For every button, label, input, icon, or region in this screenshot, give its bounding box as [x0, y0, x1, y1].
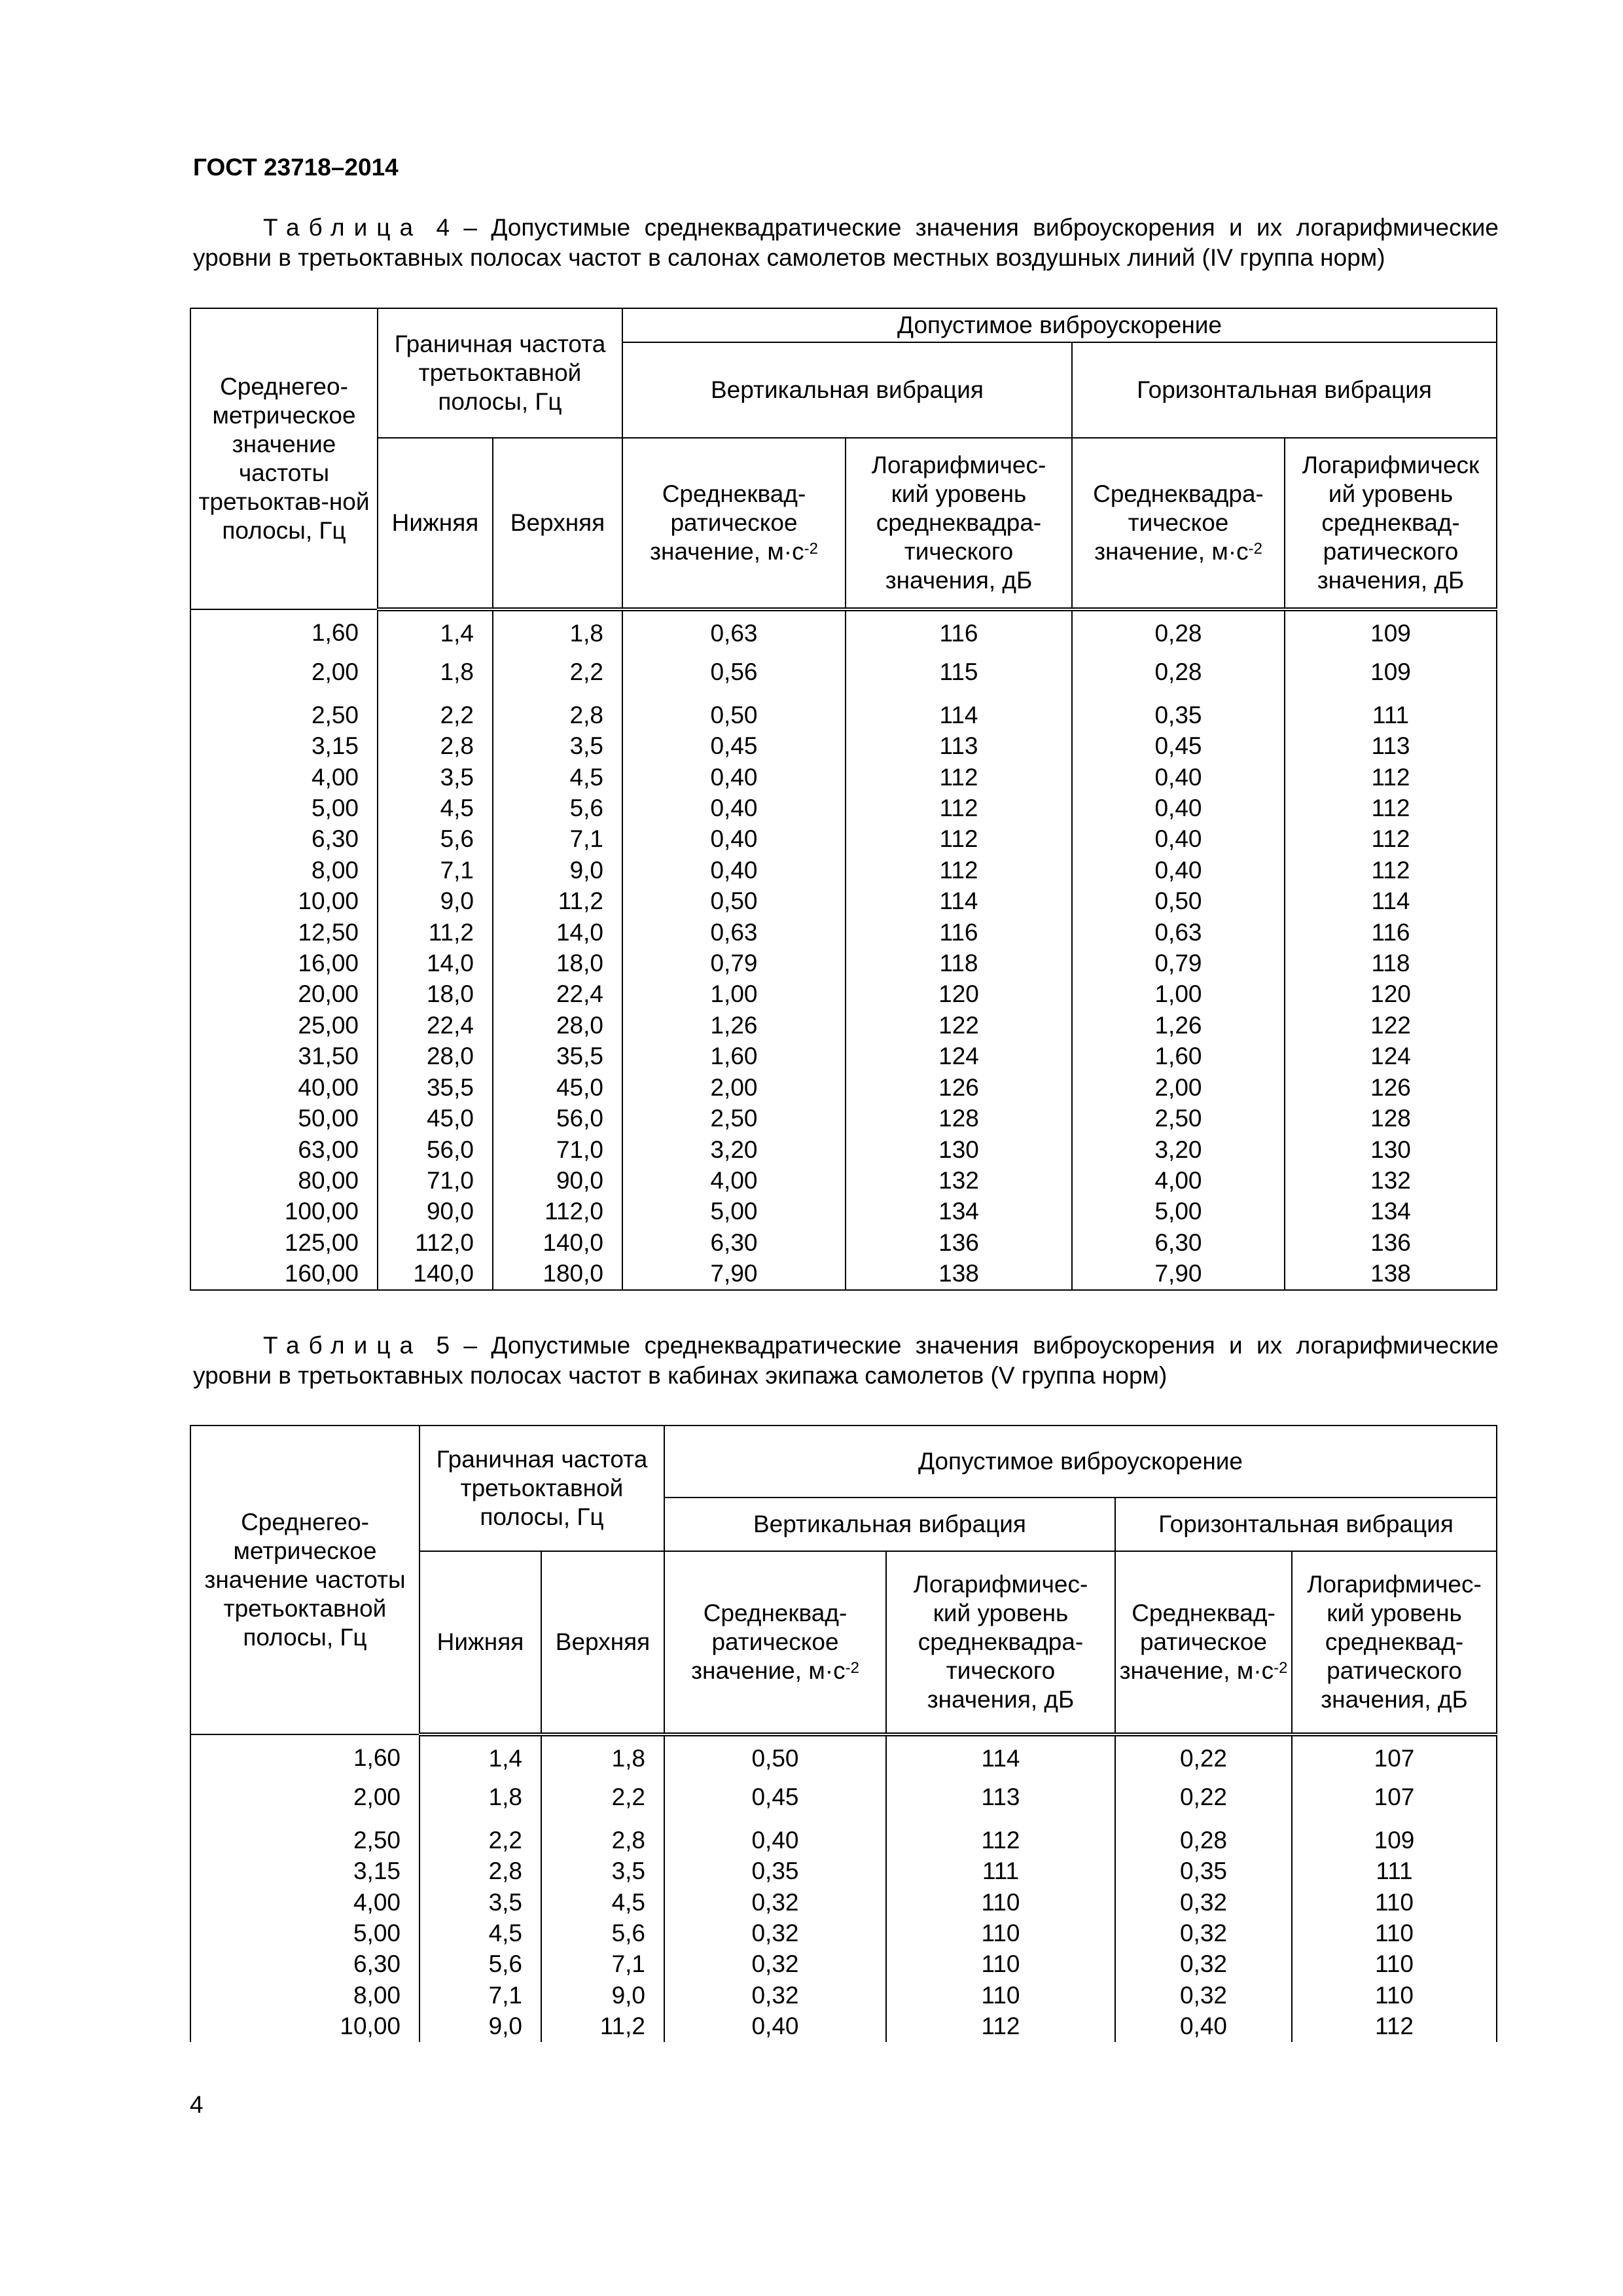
table-cell: 1,8: [378, 656, 493, 699]
table-cell: 0,35: [1115, 1856, 1292, 1886]
table-cell: 2,8: [541, 1825, 664, 1856]
table-cell: 4,5: [493, 762, 622, 793]
upper-header: Верхняя: [493, 438, 622, 609]
table-row: [190, 1825, 1497, 1856]
table-cell: 0,40: [1072, 855, 1285, 886]
table-cell: 0,32: [1115, 1980, 1292, 2011]
table-cell: 4,00: [622, 1165, 846, 1196]
table-cell: 0,79: [1072, 948, 1285, 978]
table-cell: 107: [1292, 1734, 1497, 1782]
table-cell: 5,00: [190, 1918, 419, 1948]
table-cell: 112: [846, 855, 1072, 886]
table-cell: 124: [1285, 1041, 1497, 1071]
table-row: [190, 1782, 1497, 1824]
table-cell: 0,32: [664, 1918, 886, 1948]
table-cell: 4,00: [190, 1887, 419, 1918]
table-cell: 5,6: [378, 823, 493, 854]
table-cell: 22,4: [493, 978, 622, 1009]
table-cell: 0,22: [1115, 1734, 1292, 1782]
table-cell: 14,0: [378, 948, 493, 978]
freq-header: Среднегео-метрическое значение частоты третьоктавной полосы, Гц: [190, 1426, 419, 1734]
table-cell: 134: [846, 1196, 1072, 1227]
table-cell: 71,0: [378, 1165, 493, 1196]
band-header: Граничная частота третьоктавной полосы, Гц: [419, 1426, 664, 1551]
horizontal-header: Горизонтальная вибрация: [1072, 342, 1497, 438]
table-cell: 140,0: [378, 1258, 493, 1289]
table-cell: 1,8: [493, 609, 622, 656]
table4-caption-lead: Таблица: [263, 214, 423, 241]
table-cell: 180,0: [493, 1258, 622, 1289]
table-cell: 109: [1285, 609, 1497, 656]
table-row: [190, 948, 1497, 978]
table-cell: 10,00: [190, 2011, 419, 2041]
lower-header: Нижняя: [419, 1551, 541, 1734]
table-cell: 0,45: [664, 1782, 886, 1824]
table-cell: 0,50: [622, 700, 846, 730]
table-cell: 110: [886, 1887, 1115, 1918]
table-cell: 2,2: [419, 1825, 541, 1856]
table-cell: 132: [1285, 1165, 1497, 1196]
allowed-header: Допустимое виброускорение: [622, 308, 1497, 342]
table-cell: 4,5: [541, 1887, 664, 1918]
table-cell: 114: [846, 886, 1072, 916]
table-cell: 5,00: [622, 1196, 846, 1227]
upper-header: Верхняя: [541, 1551, 664, 1734]
table-cell: 7,1: [541, 1948, 664, 1979]
table-cell: 118: [846, 948, 1072, 978]
table-cell: 111: [1292, 1856, 1497, 1886]
table-cell: 112: [1285, 793, 1497, 823]
table5-caption: [193, 1331, 1499, 1391]
table-row: [190, 1948, 1497, 1979]
table-cell: 0,35: [664, 1856, 886, 1886]
table-cell: 0,63: [1072, 917, 1285, 948]
vertical-header: Вертикальная вибрация: [622, 342, 1072, 438]
v-rms-header: Среднеквад-ратическое значение, $м\cdot с^{-2}$: [664, 1551, 886, 1734]
table-cell: 1,4: [419, 1734, 541, 1782]
table-cell: 128: [1285, 1103, 1497, 1134]
table-cell: 138: [846, 1258, 1072, 1289]
table-cell: 7,1: [493, 823, 622, 854]
table-cell: 0,28: [1072, 656, 1285, 699]
table-cell: 0,79: [622, 948, 846, 978]
table-cell: 1,60: [190, 1734, 419, 1782]
table-cell: 2,8: [493, 700, 622, 730]
table-cell: 113: [846, 730, 1072, 761]
table-cell: 31,50: [190, 1041, 378, 1071]
table-cell: 0,32: [1115, 1948, 1292, 1979]
table-cell: 16,00: [190, 948, 378, 978]
table-cell: 120: [846, 978, 1072, 1009]
allowed-header: Допустимое виброускорение: [664, 1426, 1497, 1498]
v-rms-header: Среднеквад-ратическое значение, $м\cdot с^{-2}$: [622, 438, 846, 609]
table-cell: 126: [1285, 1072, 1497, 1103]
table5-caption-text: 5 – Допустимые среднеквадратические значения виброускорения и их логарифмические уровни в третьоктавных полосах частот в кабинах экипажа самолетов (V группа норм): [193, 1332, 1499, 1389]
table-cell: 113: [1285, 730, 1497, 761]
table-row: [190, 1165, 1497, 1196]
table-cell: 0,40: [622, 855, 846, 886]
table-cell: 4,00: [1072, 1165, 1285, 1196]
table-cell: 0,40: [622, 762, 846, 793]
table-cell: 5,00: [190, 793, 378, 823]
table-cell: 5,6: [493, 793, 622, 823]
table-cell: 9,0: [419, 2011, 541, 2041]
table-cell: 0,40: [1072, 793, 1285, 823]
table4-caption-text: 4 – Допустимые среднеквадратические значения виброускорения и их логарифмические уровни в третьоктавных полосах частот в салонах самолетов местных воздушных линий (IV группа норм): [193, 214, 1499, 271]
table-cell: 0,32: [1115, 1887, 1292, 1918]
table-cell: 116: [1285, 917, 1497, 948]
table-row: [190, 886, 1497, 916]
table-cell: 56,0: [493, 1103, 622, 1134]
table-cell: 5,00: [1072, 1196, 1285, 1227]
v-log-header: Логарифмичес-кий уровень среднеквадра-тического значения, дБ: [886, 1551, 1115, 1734]
table-cell: 0,40: [622, 823, 846, 854]
table-cell: 1,60: [622, 1041, 846, 1071]
table-cell: 0,63: [622, 609, 846, 656]
table-cell: 112: [846, 762, 1072, 793]
v-log-header: Логарифмичес-кий уровень среднеквадра-тического значения, дБ: [846, 438, 1072, 609]
table-cell: 0,45: [622, 730, 846, 761]
table-cell: 12,50: [190, 917, 378, 948]
table-row: [190, 1734, 1497, 1782]
table-row: [190, 1258, 1497, 1289]
table-cell: 112: [886, 2011, 1115, 2041]
table5-caption-lead: Таблица: [263, 1332, 423, 1359]
table-cell: 25,00: [190, 1010, 378, 1041]
table-cell: 112: [1285, 855, 1497, 886]
table-cell: 71,0: [493, 1134, 622, 1165]
table-cell: 0,32: [664, 1887, 886, 1918]
table-cell: 10,00: [190, 886, 378, 916]
page-number: 4: [190, 2091, 204, 2118]
table-row: [190, 1887, 1497, 1918]
table-cell: 8,00: [190, 855, 378, 886]
table-cell: 112: [1285, 823, 1497, 854]
table-cell: 112: [1292, 2011, 1497, 2041]
table-cell: 110: [886, 1980, 1115, 2011]
table-cell: 140,0: [493, 1227, 622, 1258]
table-cell: 136: [846, 1227, 1072, 1258]
table-cell: 2,50: [1072, 1103, 1285, 1134]
table-row: [190, 700, 1497, 730]
table-cell: 3,20: [1072, 1134, 1285, 1165]
table-cell: 0,40: [664, 2011, 886, 2041]
table-cell: 113: [886, 1782, 1115, 1824]
table-cell: 6,30: [190, 823, 378, 854]
table-cell: 110: [1292, 1948, 1497, 1979]
table-cell: 136: [1285, 1227, 1497, 1258]
table-cell: 5,6: [541, 1918, 664, 1948]
table-cell: 0,50: [622, 886, 846, 916]
table-cell: 0,35: [1072, 700, 1285, 730]
table-cell: 0,56: [622, 656, 846, 699]
table-cell: 122: [846, 1010, 1072, 1041]
table-cell: 80,00: [190, 1165, 378, 1196]
table-cell: 4,00: [190, 762, 378, 793]
table-row: [190, 1103, 1497, 1134]
table-cell: 2,50: [190, 1825, 419, 1856]
table-cell: 114: [886, 1734, 1115, 1782]
table-cell: 50,00: [190, 1103, 378, 1134]
table-cell: 40,00: [190, 1072, 378, 1103]
table-cell: 6,30: [1072, 1227, 1285, 1258]
table-cell: 111: [1285, 700, 1497, 730]
table-row: [190, 1196, 1497, 1227]
table-cell: 2,8: [378, 730, 493, 761]
table-cell: 0,32: [1115, 1918, 1292, 1948]
table-cell: 63,00: [190, 1134, 378, 1165]
table-row: [190, 1980, 1497, 2011]
table-cell: 2,2: [378, 700, 493, 730]
table-cell: 124: [846, 1041, 1072, 1071]
table-cell: 2,00: [190, 1782, 419, 1824]
table-cell: 0,40: [664, 1825, 886, 1856]
table-cell: 0,45: [1072, 730, 1285, 761]
table-row: [190, 1010, 1497, 1041]
table-cell: 35,5: [378, 1072, 493, 1103]
lower-header: Нижняя: [378, 438, 493, 609]
table-cell: 109: [1292, 1825, 1497, 1856]
table-cell: 6,30: [190, 1948, 419, 1979]
table-cell: 0,32: [664, 1948, 886, 1979]
table-row: [190, 793, 1497, 823]
table-cell: 4,5: [419, 1918, 541, 1948]
table-cell: 112: [1285, 762, 1497, 793]
table-cell: 8,00: [190, 1980, 419, 2011]
table-cell: 4,5: [378, 793, 493, 823]
table-cell: 3,5: [541, 1856, 664, 1886]
table-cell: 11,2: [541, 2011, 664, 2041]
table-cell: 7,1: [378, 855, 493, 886]
vertical-header: Вертикальная вибрация: [664, 1498, 1115, 1551]
table-cell: 9,0: [378, 886, 493, 916]
table-cell: 14,0: [493, 917, 622, 948]
table-cell: 1,60: [1072, 1041, 1285, 1071]
table-cell: 1,26: [622, 1010, 846, 1041]
table-cell: 2,00: [1072, 1072, 1285, 1103]
table-cell: 1,00: [1072, 978, 1285, 1009]
h-rms-header: Среднеквад-ратическое значение, $м\cdot с^{-2}$: [1115, 1551, 1292, 1734]
table-cell: 114: [846, 700, 1072, 730]
table-cell: 116: [846, 609, 1072, 656]
table-cell: 111: [886, 1856, 1115, 1886]
table-cell: 1,8: [419, 1782, 541, 1824]
table-cell: 114: [1285, 886, 1497, 916]
table-cell: 122: [1285, 1010, 1497, 1041]
table-cell: 3,5: [378, 762, 493, 793]
table5: [190, 1425, 1497, 2042]
table-cell: 1,00: [622, 978, 846, 1009]
table4-caption: [193, 213, 1499, 273]
table-cell: 160,00: [190, 1258, 378, 1289]
table-cell: 112,0: [493, 1196, 622, 1227]
table-cell: 22,4: [378, 1010, 493, 1041]
table-cell: 110: [886, 1918, 1115, 1948]
table-cell: 107: [1292, 1782, 1497, 1824]
table-cell: 0,32: [664, 1980, 886, 2011]
table-cell: 20,00: [190, 978, 378, 1009]
table-cell: 132: [846, 1165, 1072, 1196]
table-row: [190, 1072, 1497, 1103]
table-cell: 3,20: [622, 1134, 846, 1165]
table-cell: 28,0: [378, 1041, 493, 1071]
table-cell: 126: [846, 1072, 1072, 1103]
table-cell: 110: [1292, 1887, 1497, 1918]
table-cell: 0,50: [1072, 886, 1285, 916]
table-cell: 0,40: [1115, 2011, 1292, 2041]
table-row: [190, 656, 1497, 699]
table-row: [190, 1856, 1497, 1886]
table-cell: 5,6: [419, 1948, 541, 1979]
table-row: [190, 1918, 1497, 1948]
freq-header: Среднегео-метрическое значение частоты третьоктав-ной полосы, Гц: [190, 308, 378, 609]
table-row: [190, 609, 1497, 656]
table-cell: 0,63: [622, 917, 846, 948]
table-cell: 110: [1292, 1980, 1497, 2011]
table-cell: 120: [1285, 978, 1497, 1009]
table-cell: 0,50: [664, 1734, 886, 1782]
table-cell: 130: [1285, 1134, 1497, 1165]
table-cell: 7,90: [622, 1258, 846, 1289]
table-cell: 2,8: [419, 1856, 541, 1886]
table-row: [190, 730, 1497, 761]
table-cell: 128: [846, 1103, 1072, 1134]
table-row: [190, 762, 1497, 793]
table-cell: 1,60: [190, 609, 378, 656]
table-cell: 1,26: [1072, 1010, 1285, 1041]
table-cell: 2,00: [622, 1072, 846, 1103]
table-cell: 3,15: [190, 1856, 419, 1886]
table-cell: 0,40: [1072, 762, 1285, 793]
table-cell: 115: [846, 656, 1072, 699]
table-cell: 18,0: [493, 948, 622, 978]
table-cell: 3,5: [493, 730, 622, 761]
table-cell: 138: [1285, 1258, 1497, 1289]
table-cell: 116: [846, 917, 1072, 948]
table-cell: 3,15: [190, 730, 378, 761]
table-cell: 45,0: [493, 1072, 622, 1103]
table-cell: 28,0: [493, 1010, 622, 1041]
table-cell: 0,28: [1115, 1825, 1292, 1856]
table-cell: 7,90: [1072, 1258, 1285, 1289]
table-cell: 56,0: [378, 1134, 493, 1165]
table-row: [190, 1134, 1497, 1165]
table-row: [190, 1041, 1497, 1071]
table-row: [190, 823, 1497, 854]
h-rms-header: Среднеквадра-тическое значение, $м\cdot с^{-2}$: [1072, 438, 1285, 609]
table-cell: 2,50: [622, 1103, 846, 1134]
table-row: [190, 1227, 1497, 1258]
table-cell: 110: [886, 1948, 1115, 1979]
table-cell: 0,40: [1072, 823, 1285, 854]
table-cell: 0,22: [1115, 1782, 1292, 1824]
table-cell: 110: [1292, 1918, 1497, 1948]
table-row: [190, 855, 1497, 886]
h-log-header: Логарифмичес-кий уровень среднеквад-ратического значения, дБ: [1292, 1551, 1497, 1734]
table-cell: 6,30: [622, 1227, 846, 1258]
table-cell: 90,0: [378, 1196, 493, 1227]
table-cell: 3,5: [419, 1887, 541, 1918]
table-cell: 45,0: [378, 1103, 493, 1134]
table-cell: 18,0: [378, 978, 493, 1009]
table-cell: 2,50: [190, 700, 378, 730]
table-cell: 112: [846, 823, 1072, 854]
table-cell: 109: [1285, 656, 1497, 699]
h-log-header: Логарифмическ ий уровень среднеквад-ратического значения, дБ: [1285, 438, 1497, 609]
table-cell: 100,00: [190, 1196, 378, 1227]
table-cell: 11,2: [493, 886, 622, 916]
table-row: [190, 2011, 1497, 2041]
table-cell: 112: [886, 1825, 1115, 1856]
table-row: [190, 978, 1497, 1009]
table-cell: 112,0: [378, 1227, 493, 1258]
table-cell: 2,00: [190, 656, 378, 699]
horizontal-header: Горизонтальная вибрация: [1115, 1498, 1497, 1551]
table-row: [190, 917, 1497, 948]
table-cell: 9,0: [541, 1980, 664, 2011]
table-cell: 118: [1285, 948, 1497, 978]
table-cell: 1,4: [378, 609, 493, 656]
table-cell: 35,5: [493, 1041, 622, 1071]
table-cell: 9,0: [493, 855, 622, 886]
table-cell: 11,2: [378, 917, 493, 948]
table-cell: 2,2: [493, 656, 622, 699]
table-cell: 125,00: [190, 1227, 378, 1258]
document-code: ГОСТ 23718–2014: [193, 154, 399, 181]
table-cell: 112: [846, 793, 1072, 823]
table-cell: 134: [1285, 1196, 1497, 1227]
table-cell: 90,0: [493, 1165, 622, 1196]
table4: [190, 308, 1497, 1291]
table-cell: 1,8: [541, 1734, 664, 1782]
table-cell: 0,28: [1072, 609, 1285, 656]
table-cell: 7,1: [419, 1980, 541, 2011]
table-cell: 0,40: [622, 793, 846, 823]
band-header: Граничная частота третьоктавной полосы, Гц: [378, 308, 622, 438]
table-cell: 130: [846, 1134, 1072, 1165]
table-cell: 2,2: [541, 1782, 664, 1824]
